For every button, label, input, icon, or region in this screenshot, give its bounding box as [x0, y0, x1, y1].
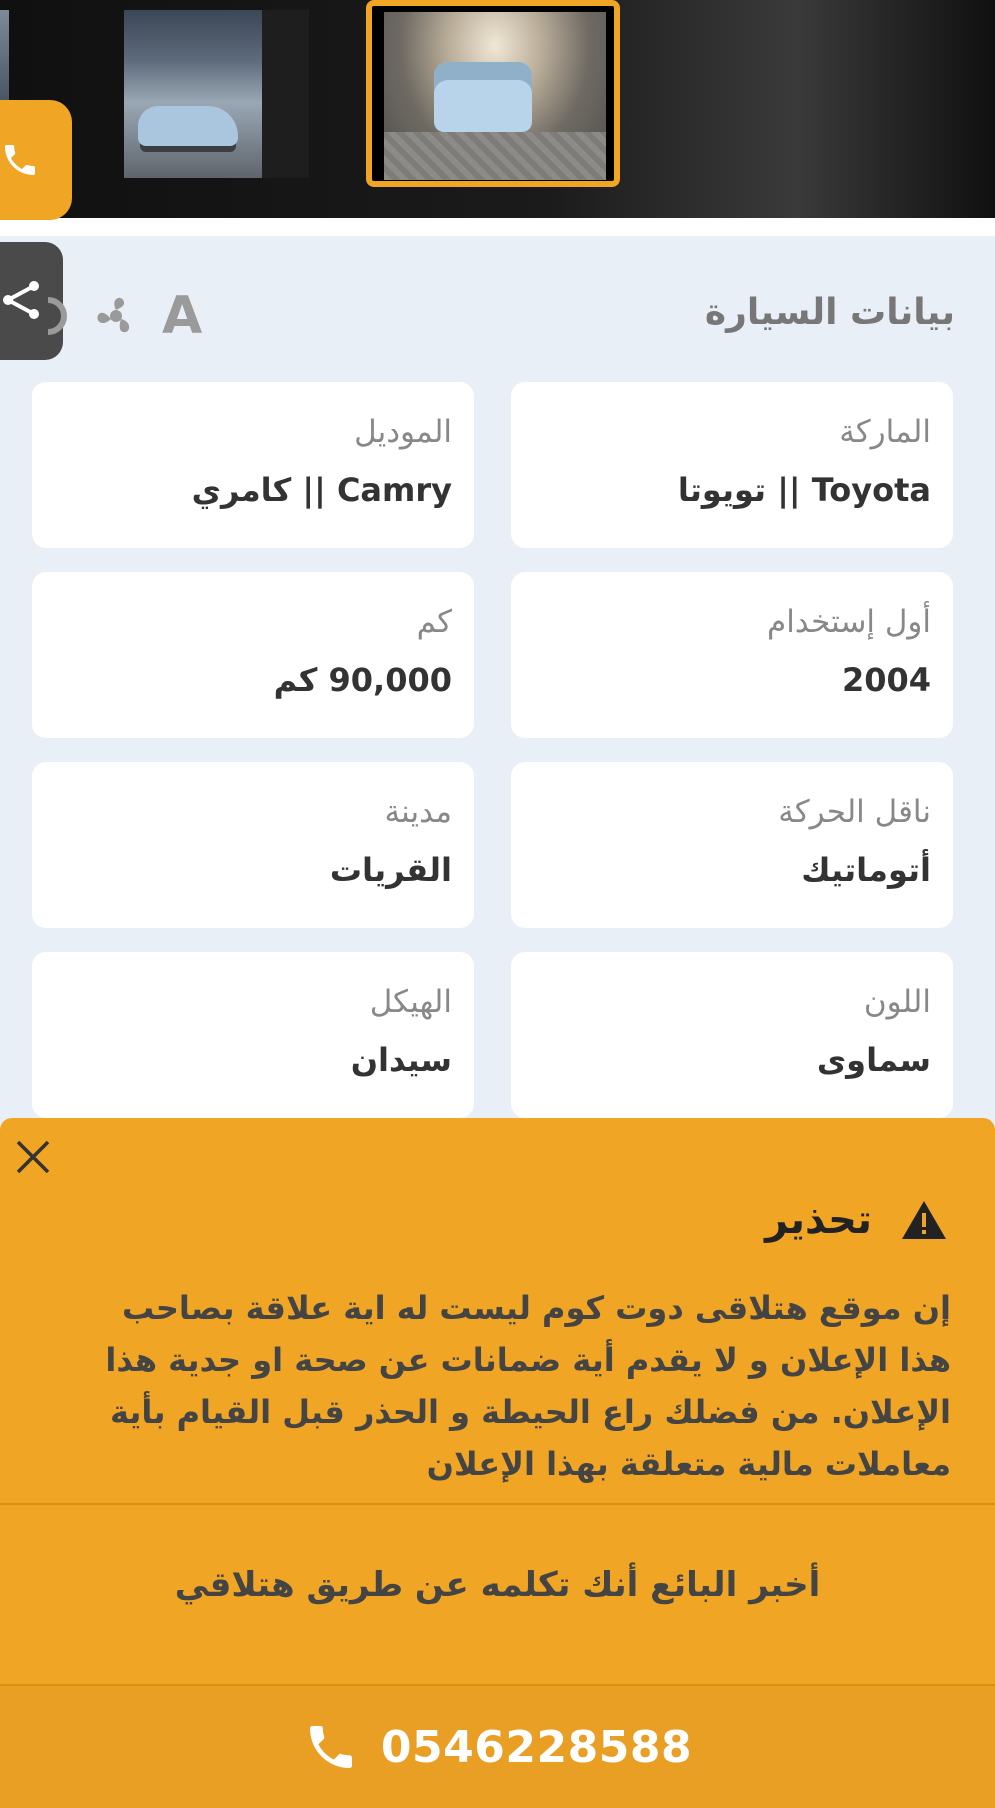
- spec-value: سيدان: [350, 1041, 452, 1079]
- gallery-divider: [0, 218, 995, 236]
- spec-card-model: [32, 382, 474, 548]
- tell-seller-note: أخبر البائع أنك تكلمه عن طريق هتلاقي: [174, 1565, 821, 1605]
- spec-label: مدينة: [384, 794, 452, 830]
- phone-icon: [303, 1719, 359, 1775]
- section-title: بيانات السيارة: [704, 292, 955, 333]
- warning-triangle-icon: [900, 1199, 948, 1241]
- spec-label: اللون: [863, 984, 931, 1020]
- car-photo: [124, 10, 262, 178]
- spec-label: الماركة: [839, 414, 931, 450]
- car-shape: [138, 106, 238, 146]
- gallery-thumb-partial[interactable]: [0, 10, 9, 102]
- phone-icon: [0, 138, 40, 182]
- spec-value: القريات: [329, 851, 452, 889]
- warning-title: تحذير: [765, 1197, 872, 1243]
- warning-heading: [765, 1192, 948, 1248]
- spec-card-body: [32, 952, 474, 1118]
- spec-value: أتوماتيك: [801, 851, 931, 889]
- floating-call-button[interactable]: [0, 100, 72, 220]
- circle-icon[interactable]: [48, 294, 70, 338]
- spec-label: أول إستخدام: [767, 604, 931, 640]
- spec-card-city: [32, 762, 474, 928]
- spec-card-color: [511, 952, 953, 1118]
- spec-card-transmission: [511, 762, 953, 928]
- spec-label: كم: [416, 604, 452, 640]
- car-shape: [434, 62, 532, 132]
- gallery-thumb-2-selected[interactable]: [366, 0, 620, 187]
- spec-label: ناقل الحركة: [778, 794, 931, 830]
- spec-label: الهيكل: [369, 984, 452, 1020]
- toolbar-icons: [48, 288, 202, 344]
- gallery-thumb-1[interactable]: [124, 10, 309, 178]
- spec-card-first-use: [511, 572, 953, 738]
- image-gallery: [0, 0, 995, 218]
- share-icon: [0, 276, 46, 324]
- spec-label: الموديل: [354, 414, 452, 450]
- font-size-icon[interactable]: A: [162, 286, 203, 346]
- spec-value: Camry || كامري: [191, 471, 452, 509]
- spec-value: Toyota || تويوتا: [677, 471, 931, 509]
- spec-value: 2004: [841, 661, 931, 699]
- fan-icon[interactable]: [92, 292, 140, 340]
- showroom-floor: [384, 132, 606, 180]
- spec-card-mileage: [32, 572, 474, 738]
- call-seller-button[interactable]: [0, 1684, 995, 1808]
- seller-phone-number: 0546228588: [380, 1721, 693, 1773]
- warning-message: إن موقع هتلاقى دوت كوم ليست له اية علاقة بصاحب هذا الإعلان و لا يقدم أية ضمانات عن صحة او جدية هذا الإعلان. من فضلك راع الحيطة و الحذر قبل القيام بأية معاملات مالية متعلقة بهذا الإعلان: [105, 1289, 951, 1483]
- divider: [0, 1503, 995, 1505]
- close-icon[interactable]: [14, 1138, 52, 1176]
- spec-value: 90,000 كم: [273, 661, 452, 699]
- spec-card-brand: [511, 382, 953, 548]
- spec-value: سماوى: [816, 1041, 931, 1079]
